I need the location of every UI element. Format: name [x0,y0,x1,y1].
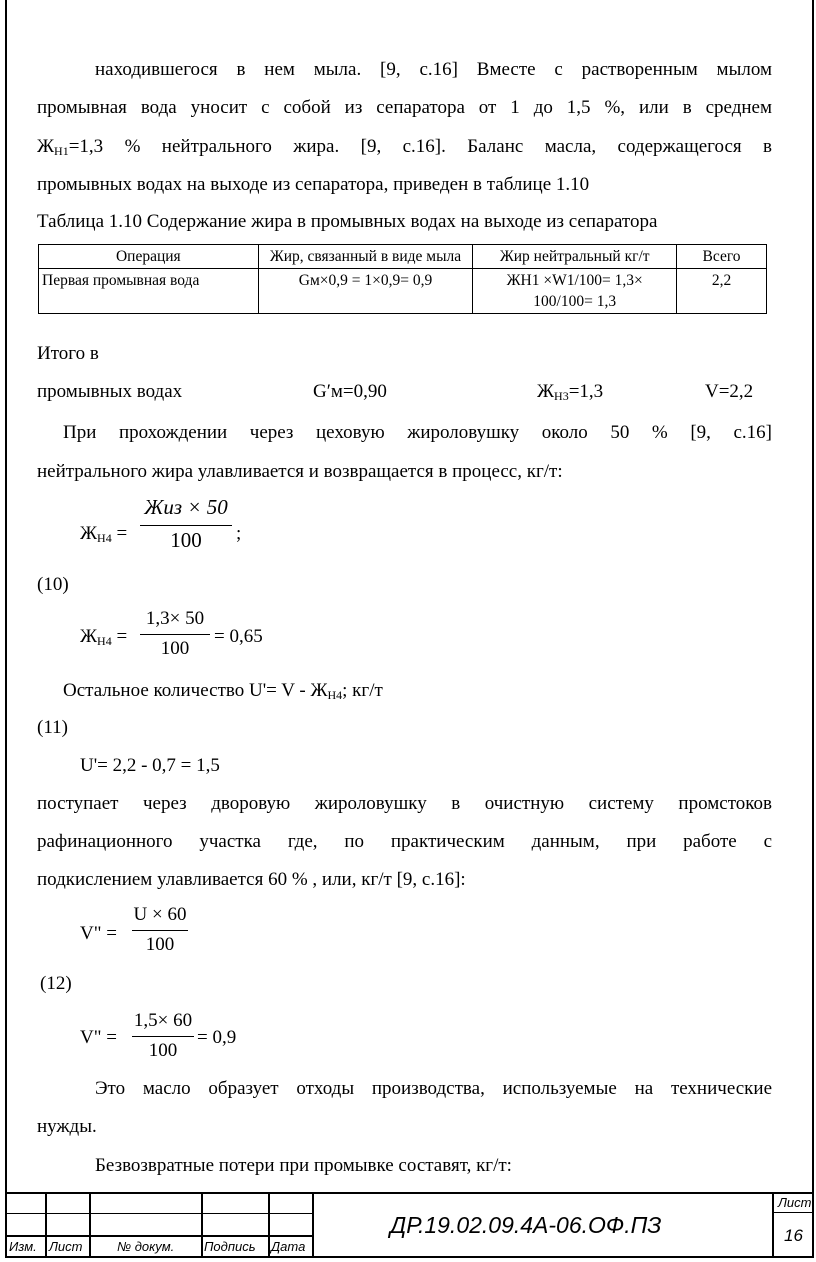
paragraph1-line1: находившегося в нем мыла. [9, с.16] Вместе с растворенным мылом [95,59,772,80]
formula10-lhs [80,521,127,551]
paragraph3-line1: поступает через дворовую жироловушку в очистную систему промстоков [37,793,772,814]
formula10-calc-denominator: 100 [160,638,190,659]
formula10-fraction [140,495,232,557]
formula10-tail: ; [236,523,242,544]
fraction-bar [132,930,188,931]
paragraph3-line2: рафинационного участка где, по практическим данным, при работе с [37,831,772,852]
paragraph3-line3: подкислением улавливается 60 % , или, кг/т [9, с.16]: [37,869,466,890]
remaining-text-a: Остальное количество U'= V - Ж [63,680,328,701]
stamp-izm-label: Изм. [9,1239,37,1254]
table-row [39,269,767,314]
remaining-text [63,678,383,708]
zh-symbol: Ж [80,523,98,544]
zh-symbol: Ж [537,381,555,402]
table-header-row [39,245,767,269]
formula12-number: (12) [40,973,72,994]
formula12-calc-denominator: 100 [148,1040,178,1061]
remaining-text-b: ; кг/т [342,680,383,701]
paragraph5: Безвозвратные потери при промывке составят, кг/т: [95,1155,512,1176]
stamp-sign-label: Подпись [204,1239,256,1254]
zh-subscript: Н4 [327,688,343,702]
formula10-numerator: Жиз × 50 [144,495,228,519]
fat-content-table [38,244,767,314]
paragraph1-line4: промывных водах на выходе из сепаратора, приведен в таблице 1.10 [37,174,590,195]
equals-sign: = [116,626,128,647]
totals-zh [537,379,603,409]
formula10-number: (10) [37,574,69,595]
formula12-calc-result: = 0,9 [197,1027,237,1048]
formula10-calc-fraction [140,608,210,664]
zh-subscript: Н4 [97,634,112,648]
formula12-denominator: 100 [145,934,175,955]
paragraph4-line1: Это масло образует отходы производства, используемые на технические [95,1078,772,1099]
cell-neutral-fat [473,269,677,314]
zh-symbol: Ж [37,136,55,157]
paragraph1-line3 [37,134,772,164]
formula12-numerator: U × 60 [133,904,187,925]
stamp-docno-label: № докум. [117,1239,175,1254]
cell-soap-fat: Gм×0,9 = 1×0,9= 0,9 [258,269,473,314]
formula12-fraction [132,904,188,960]
header-total: Всего [677,245,767,269]
totals-v-value: V=2,2 [705,381,754,402]
fraction-bar [132,1036,194,1037]
totals-label-line1: Итого в [37,343,99,364]
equals-sign: = [116,523,128,544]
document-code: ДР.19.02.09.4А-06.ОФ.ПЗ [390,1212,662,1238]
formula10-denominator: 100 [170,528,202,552]
formula11-number: (11) [37,717,68,738]
neutral-fat-line1: ЖН1 ×W1/100= 1,3× [506,272,643,289]
header-neutral-fat: Жир нейтральный кг/т [473,245,677,269]
zh-subscript: Н3 [554,389,569,403]
formula10-calc-lhs [80,624,127,654]
stamp-sheet-number: 16 [784,1226,803,1245]
paragraph1-line3-text: =1,3 % нейтрального жира. [9, с.16]. Баланс масла, содержащегося в [68,136,772,157]
formula10-calc-numerator: 1,3× 50 [145,608,205,629]
formula12-lhs: V" = [80,923,117,944]
cell-operation: Первая промывная вода [39,269,259,314]
stamp-sheet-label: Лист [778,1195,812,1210]
neutral-fat-line2: 100/100= 1,3 [533,293,617,310]
stamp-list-label: Лист [49,1239,83,1254]
formula12-calc-lhs: V" = [80,1027,117,1048]
zh-symbol: Ж [80,626,98,647]
table-caption: Таблица 1.10 Содержание жира в промывных водах на выходе из сепаратора [37,211,658,232]
fraction-bar [140,525,232,526]
paragraph4-line2: нужды. [37,1116,97,1137]
fraction-bar [140,634,210,635]
stamp-date-label: Дата [271,1239,306,1254]
totals-label-line2: промывных водах [37,381,183,402]
header-operation: Операция [39,245,259,269]
paragraph1-line2: промывная вода уносит с собой из сепаратора от 1 до 1,5 %, или в среднем [37,97,772,118]
header-soap-fat: Жир, связанный в виде мыла [258,245,473,269]
formula12-calc-numerator: 1,5× 60 [133,1010,193,1031]
totals-g-value: G′м=0,90 [313,381,387,402]
zh-subscript: Н4 [97,531,112,545]
zh-subscript: Н1 [54,144,69,158]
paragraph2-line2: нейтрального жира улавливается и возвращается в процесс, кг/т: [37,461,563,482]
cell-total: 2,2 [677,269,767,314]
formula12-calc-fraction [132,1010,194,1064]
formula10-calc-result: = 0,65 [214,626,263,647]
zh-value: =1,3 [568,381,604,402]
paragraph2-line1: При прохождении через цеховую жироловушку около 50 % [9, с.16] [63,422,772,443]
formula11-calc: U'= 2,2 - 0,7 = 1,5 [80,755,220,776]
